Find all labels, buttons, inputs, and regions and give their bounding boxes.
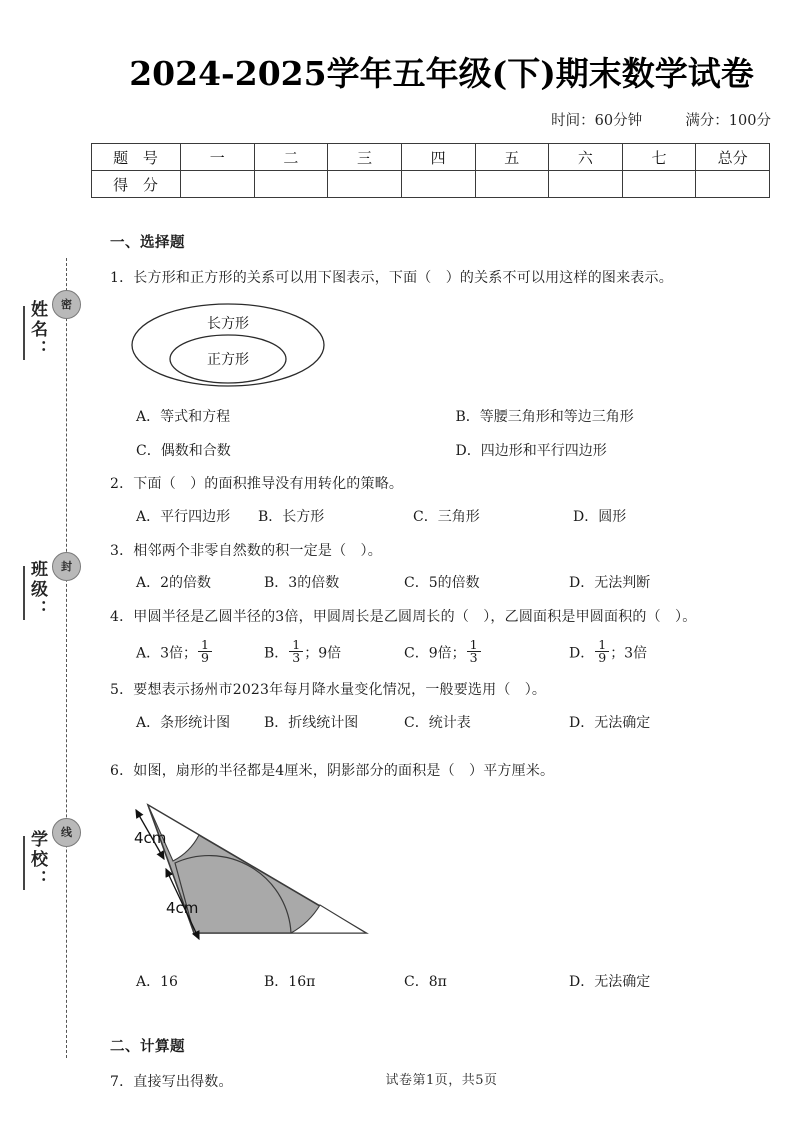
question-4-option-c-pre: 9倍； xyxy=(428,644,466,661)
question-4-option-c-label: C． xyxy=(404,644,429,661)
score-table-col-2: 二 xyxy=(254,144,328,171)
seal-margin xyxy=(0,0,90,1122)
question-4-option-c-numerator: 1 xyxy=(469,636,478,652)
question-4-option-a-label: A． xyxy=(136,644,161,661)
question-1-options-row-2 xyxy=(110,441,775,463)
question-1-text: 1．长方形和正方形的关系可以用下图表示，下面（ ）的关系不可以用这样的图来表示。 xyxy=(110,270,673,287)
question-4-option-a-numerator: 1 xyxy=(201,636,209,652)
question-4-option-b[interactable] xyxy=(264,636,404,667)
score-table-col-7: 七 xyxy=(622,144,696,171)
question-1-option-a[interactable]: A．等式和方程 xyxy=(136,408,231,425)
question-2-option-d[interactable]: D．圆形 xyxy=(573,508,627,525)
question-5-option-c[interactable]: C．统计表 xyxy=(404,714,471,731)
question-6-text: 6．如图，扇形的半径都是4厘米，阴影部分的面积是（ ）平方厘米。 xyxy=(110,762,555,779)
table-row-question-numbers xyxy=(92,144,770,171)
question-4-option-c-denominator: 3 xyxy=(467,651,481,665)
question-4-option-c-fraction xyxy=(467,636,481,666)
question-5-option-b[interactable]: B．折线统计图 xyxy=(264,714,359,731)
page-title: 2024-2025学年五年级(下)期末数学试卷 xyxy=(129,54,754,93)
exam-sheet xyxy=(90,0,793,1122)
question-2-options-row xyxy=(110,507,775,529)
score-cell-5[interactable] xyxy=(475,171,549,198)
question-5-option-a[interactable]: A．条形统计图 xyxy=(136,714,231,731)
question-4-option-d[interactable] xyxy=(569,636,709,667)
question-4-text: 4．甲圆半径是乙圆半径的3倍，甲圆周长是乙圆周长的（ ），乙圆面积是甲圆面积的（ ）。 xyxy=(110,608,697,625)
venn-outer-label: 长方形 xyxy=(207,316,249,333)
seal-dashed-line xyxy=(66,258,67,1058)
score-cell-1[interactable] xyxy=(181,171,255,198)
score-table-col-5: 五 xyxy=(475,144,549,171)
question-6-option-b[interactable]: B．16π xyxy=(264,973,316,990)
dimension-label-upper: 4cm xyxy=(134,829,167,848)
seal-name-writeline xyxy=(23,306,25,360)
question-6-options-row xyxy=(110,972,775,994)
question-7-text: 7．直接写出得数。 xyxy=(110,1074,233,1091)
exam-meta xyxy=(90,109,793,130)
question-4-option-b-denominator: 3 xyxy=(289,651,303,665)
question-4-option-d-fraction xyxy=(595,636,609,666)
questions-area xyxy=(90,232,793,1094)
score-cell-4[interactable] xyxy=(401,171,475,198)
question-4-option-b-post: ；9倍 xyxy=(304,644,342,661)
score-table xyxy=(91,143,770,198)
venn-inner-label: 正方形 xyxy=(207,352,249,369)
question-4-option-c[interactable] xyxy=(404,636,569,667)
question-3-text: 3．相邻两个非零自然数的积一定是（ ）。 xyxy=(110,542,382,559)
question-2-option-a[interactable]: A．平行四边形 xyxy=(136,508,231,525)
question-6-option-a[interactable]: A．16 xyxy=(136,973,178,990)
question-2-option-c[interactable]: C．三角形 xyxy=(413,508,480,525)
question-3-option-b[interactable]: B．3的倍数 xyxy=(264,575,340,592)
venn-diagram-svg xyxy=(128,301,328,389)
question-4-option-a[interactable] xyxy=(136,636,264,667)
question-4-option-b-label: B． xyxy=(264,644,289,661)
score-table-col-6: 六 xyxy=(549,144,623,171)
question-3-option-d[interactable]: D．无法判断 xyxy=(569,575,651,592)
question-4-option-b-fraction xyxy=(289,636,303,666)
sector-triangle-figure xyxy=(128,793,775,966)
exam-fullscore-label: 满分：100分 xyxy=(685,113,771,129)
seal-dot-mi: 密 xyxy=(52,290,81,319)
question-1-option-b[interactable]: B．等腰三角形和等边三角形 xyxy=(455,408,634,425)
question-4-option-a-denominator: 9 xyxy=(198,651,212,665)
page-footer: 试卷第1页，共5页 xyxy=(385,1073,498,1088)
section-heading-calculation: 二、计算题 xyxy=(110,1037,185,1055)
question-4-option-d-denominator: 9 xyxy=(595,651,609,665)
seal-label-school xyxy=(16,830,50,890)
score-table-col-4: 四 xyxy=(401,144,475,171)
question-4-option-a-fraction xyxy=(198,636,212,666)
seal-school-writeline xyxy=(23,836,25,890)
score-table-col-1: 一 xyxy=(181,144,255,171)
seal-label-class-text: 班级： xyxy=(27,560,47,620)
question-4-option-a-pre: 3倍； xyxy=(160,644,198,661)
question-3-options-row xyxy=(110,573,775,595)
question-5-options-row xyxy=(110,713,775,735)
question-3-option-c[interactable]: C．5的倍数 xyxy=(404,575,480,592)
score-table-col-total: 总分 xyxy=(696,144,770,171)
question-4-option-d-post: ；3倍 xyxy=(610,644,648,661)
question-1-option-d[interactable]: D．四边形和平行四边形 xyxy=(455,442,607,459)
question-5-option-d[interactable]: D．无法确定 xyxy=(569,714,651,731)
score-table-rowhead-score: 得 分 xyxy=(92,171,181,198)
question-4-option-d-label: D． xyxy=(569,644,595,661)
score-cell-6[interactable] xyxy=(549,171,623,198)
dimension-label-lower: 4cm xyxy=(166,899,199,918)
question-3-option-a[interactable]: A．2的倍数 xyxy=(136,575,212,592)
score-table-rowhead-qno: 题 号 xyxy=(92,144,181,171)
question-4-options-row xyxy=(110,636,775,667)
question-6-option-d[interactable]: D．无法确定 xyxy=(569,973,651,990)
question-1-options-row-1 xyxy=(110,407,775,429)
score-cell-7[interactable] xyxy=(622,171,696,198)
section-heading-choice: 一、选择题 xyxy=(110,234,185,251)
sector-shaded-middle xyxy=(175,856,291,933)
question-6-option-c[interactable]: C．8π xyxy=(404,973,447,990)
score-cell-2[interactable] xyxy=(254,171,328,198)
sector-triangle-svg xyxy=(128,793,388,958)
seal-label-name-text: 姓名： xyxy=(27,300,47,360)
question-4-option-b-numerator: 1 xyxy=(292,636,301,652)
question-4-option-d-numerator: 1 xyxy=(598,636,607,652)
seal-label-class xyxy=(16,560,50,620)
venn-diagram-figure xyxy=(128,301,775,397)
seal-label-name xyxy=(16,300,50,360)
question-2-text: 2．下面（ ）的面积推导没有用转化的策略。 xyxy=(110,476,404,493)
score-table-col-3: 三 xyxy=(328,144,402,171)
score-cell-3[interactable] xyxy=(328,171,402,198)
exam-time-label: 时间：60分钟 xyxy=(551,113,643,129)
question-2-option-b[interactable]: B．长方形 xyxy=(258,508,325,525)
question-5-text: 5．要想表示扬州市2023年每月降水量变化情况，一般要选用（ ）。 xyxy=(110,682,547,699)
seal-label-school-text: 学校： xyxy=(27,830,47,890)
seal-class-writeline xyxy=(23,566,25,620)
seal-dot-xian: 线 xyxy=(52,818,81,847)
table-row-scores xyxy=(92,171,770,198)
seal-dot-feng: 封 xyxy=(52,552,81,581)
question-1-option-c[interactable]: C．偶数和合数 xyxy=(136,442,231,459)
score-cell-total[interactable] xyxy=(696,171,770,198)
